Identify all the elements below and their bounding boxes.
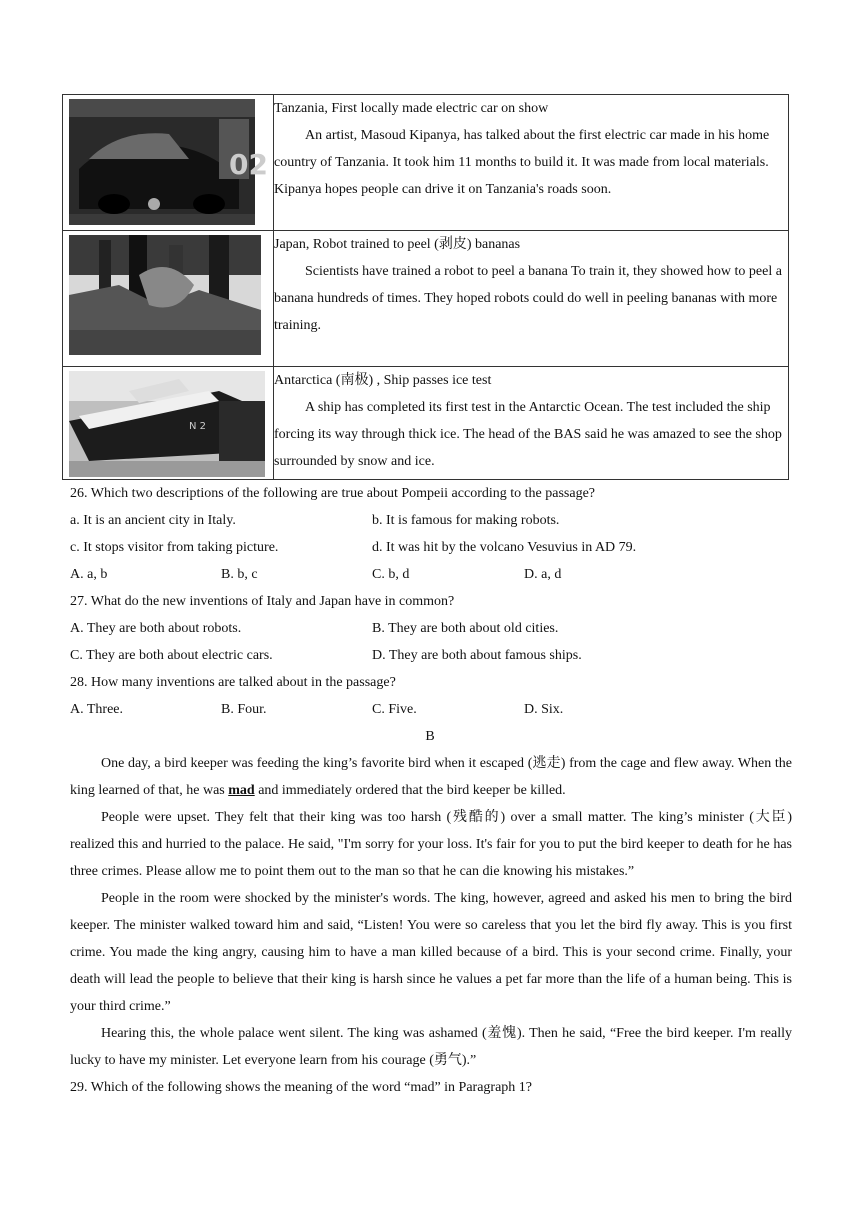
q26-option-b: B. b, c <box>221 567 258 582</box>
news-body: An artist, Masoud Kipanya, has talked about the first electric car made in his home country of Tanzania. It took him 11 months to build it. It was made from local materials. Kipanya hopes people can drive it on Tanzania's roads soon. <box>274 128 770 197</box>
news-title: Japan, Robot trained to peel (剥皮) bananas <box>274 237 521 252</box>
electric-car-photo <box>69 99 268 225</box>
news-title: Antarctica (南极) , Ship passes ice test <box>274 373 492 388</box>
q27-option-a: A. They are both about robots. <box>70 621 242 636</box>
news-row <box>63 231 789 367</box>
paragraph-2-text: People were upset. They felt that their king was too harsh (残酷的) over a small matter. The king’s minister (大臣) realized this and hurried to the palace. He said, "I'm sorry for your loss. It's fair for you to put the bird keeper to death for he has three crimes. Please allow me to point them out to the man so that he can die knowing his mistakes.” <box>70 810 792 879</box>
ship-photo <box>69 371 265 477</box>
news-body: A ship has completed its first test in the Antarctic Ocean. The test included the ship forcing its way through thick ice. The head of the BAS said he was amazed to see the shop surrounded by snow and ice. <box>274 400 782 469</box>
news-table <box>62 94 789 480</box>
statement-d: d. It was hit by the volcano Vesuvius in AD 79. <box>372 540 637 555</box>
q28-option-a: A. Three. <box>70 702 123 717</box>
q26-option-d: D. a, d <box>524 567 562 582</box>
robot-photo <box>69 235 261 355</box>
statement-a: a. It is an ancient city in Italy. <box>70 513 236 528</box>
q26-option-a: A. a, b <box>70 567 108 582</box>
svg-text:N 2: N 2 <box>189 421 207 432</box>
question-26-stem: 26. Which two descriptions of the following are true about Pompeii according to the passage? <box>70 486 595 501</box>
q28-option-d: D. Six. <box>524 702 564 717</box>
photo-cell <box>63 95 274 231</box>
paragraph-1-before: One day, a bird keeper was feeding the king’s favorite bird when it escaped (逃走) from the cage and flew away. When the king learned of that, he was <box>70 756 792 798</box>
paragraph-4-text: Hearing this, the whole palace went silent. The king was ashamed (羞愧). Then he said, “Free the bird keeper. I'm really lucky to have my minister. Let everyone learn from his courage (勇气).” <box>70 1026 792 1068</box>
paragraph-2 <box>70 804 792 885</box>
question-29-stem: 29. Which of the following shows the meaning of the word “mad” in Paragraph 1? <box>70 1080 533 1095</box>
q27-option-c: C. They are both about electric cars. <box>70 648 273 663</box>
q26-option-c: C. b, d <box>372 567 410 582</box>
section-heading: B <box>425 729 435 744</box>
photo-cell <box>63 231 274 367</box>
q28-option-b: B. Four. <box>221 702 267 717</box>
paragraph-1 <box>70 750 792 804</box>
photo-cell <box>63 367 274 480</box>
keyword-mad: mad <box>228 783 255 798</box>
news-text-cell <box>274 367 789 480</box>
news-row <box>63 367 789 480</box>
news-text-cell <box>274 95 789 231</box>
q28-option-c: C. Five. <box>372 702 417 717</box>
question-28-stem: 28. How many inventions are talked about in the passage? <box>70 675 396 690</box>
news-row <box>63 95 789 231</box>
paragraph-3-text: People in the room were shocked by the minister's words. The king, however, agreed and asked his men to bring the bird keeper. The minister walked toward him and said, “Listen! You were so careless that you let the bird fly away. This is you first crime. You made the king angry, causing him to have a man killed because of a bird. This is your second crime. Finally, your death will lead the people to believe that their king is harsh since he values a pet far more than the life of a human being. This is your third crime.” <box>70 891 792 1014</box>
paragraph-4 <box>70 1020 792 1074</box>
statement-b: b. It is famous for making robots. <box>372 513 560 528</box>
paragraph-3 <box>70 885 792 1020</box>
q27-option-d: D. They are both about famous ships. <box>372 648 582 663</box>
news-text-cell <box>274 231 789 367</box>
statement-c: c. It stops visitor from taking picture. <box>70 540 279 555</box>
paragraph-1-after: and immediately ordered that the bird keeper be killed. <box>254 783 566 798</box>
news-title: Tanzania, First locally made electric car on show <box>274 101 549 116</box>
question-27-stem: 27. What do the new inventions of Italy and Japan have in common? <box>70 594 455 609</box>
svg-text:02: 02 <box>229 148 268 181</box>
q27-option-b: B. They are both about old cities. <box>372 621 559 636</box>
news-body: Scientists have trained a robot to peel a banana To train it, they showed how to peel a banana hundreds of times. They hoped robots could do well in peeling bananas with more training. <box>274 264 782 333</box>
